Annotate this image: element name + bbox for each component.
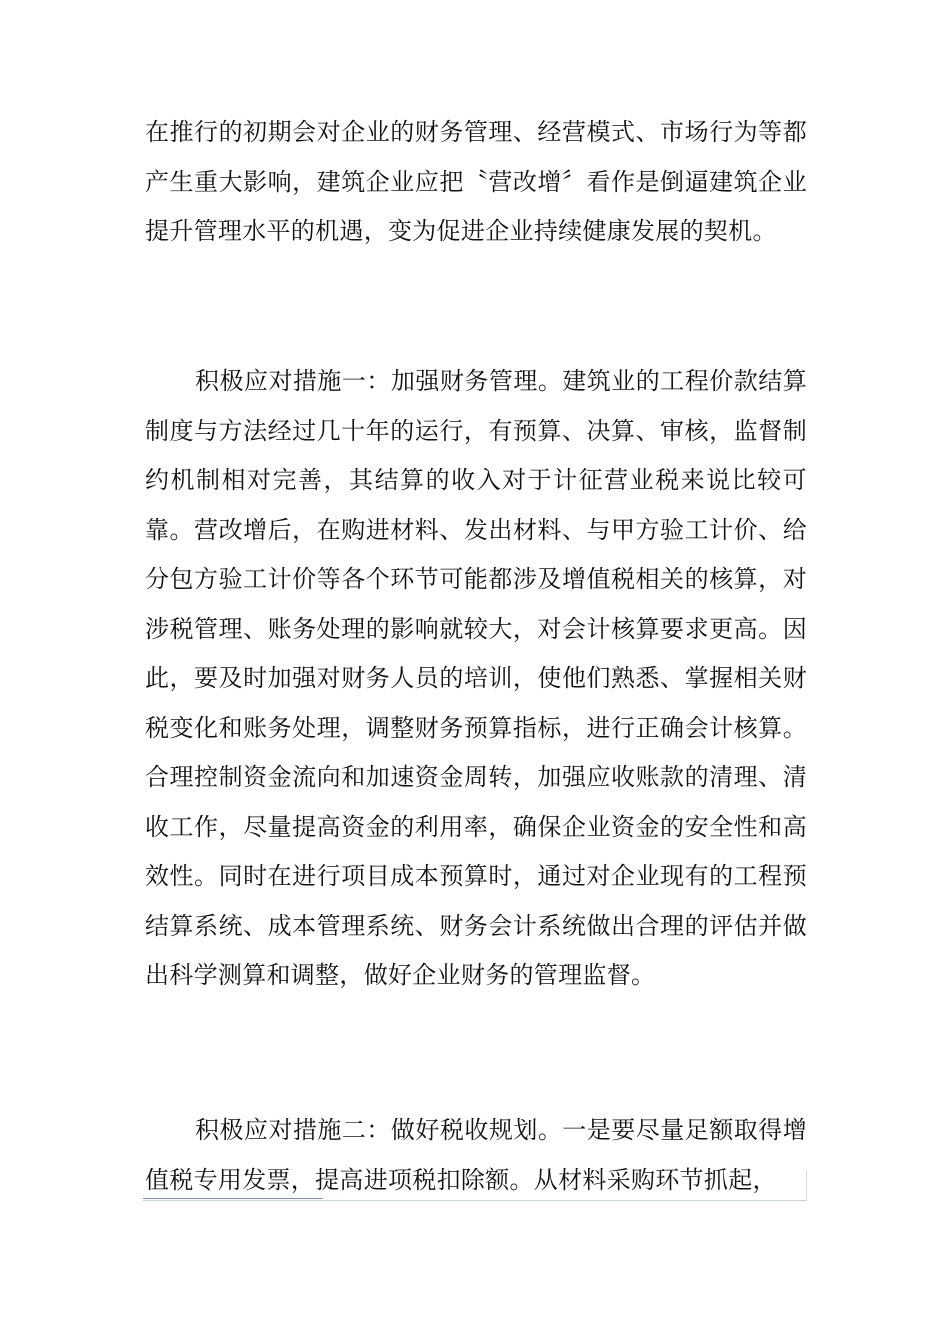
paragraph-intro: 在推行的初期会对企业的财务管理、经营模式、市场行为等都产生重大影响，建筑企业应把〝营改增〞看作是倒逼建筑企业提升管理水平的机遇，变为促进企业持续健康发展的契机。	[145, 118, 807, 245]
paragraph-measure-two: 积极应对措施二：做好税收规划。一是要尽量足额取得增值税专用发票，提高进项税扣除额。从材料采购环节抓起，	[145, 1116, 807, 1194]
text-selection-underline	[143, 1200, 807, 1201]
selection-edge-divider	[806, 1170, 807, 1201]
link-underline	[143, 1198, 323, 1199]
paragraph-measure-one: 积极应对措施一：加强财务管理。建筑业的工程价款结算制度与方法经过几十年的运行，有预算、决算、审核，监督制约机制相对完善，其结算的收入对于计征营业税来说比较可靠。营改增后，在购进材料、发出材料、与甲方验工计价、给分包方验工计价等各个环节可能都涉及增值税相关的核算，对涉税管理、账务处理的影响就较大，对会计核算要求更高。因此，要及时加强对财务人员的培训，使他们熟悉、掌握相关财税变化和账务处理，调整财务预算指标，进行正确会计核算。合理控制资金流向和加速资金周转，加强应收账款的清理、清收工作，尽量提高资金的利用率，确保企业资金的安全性和高效性。同时在进行项目成本预算时，通过对企业现有的工程预结算系统、成本管理系统、财务会计系统做出合理的评估并做出科学测算和调整，做好企业财务的管理监督。	[145, 367, 807, 989]
